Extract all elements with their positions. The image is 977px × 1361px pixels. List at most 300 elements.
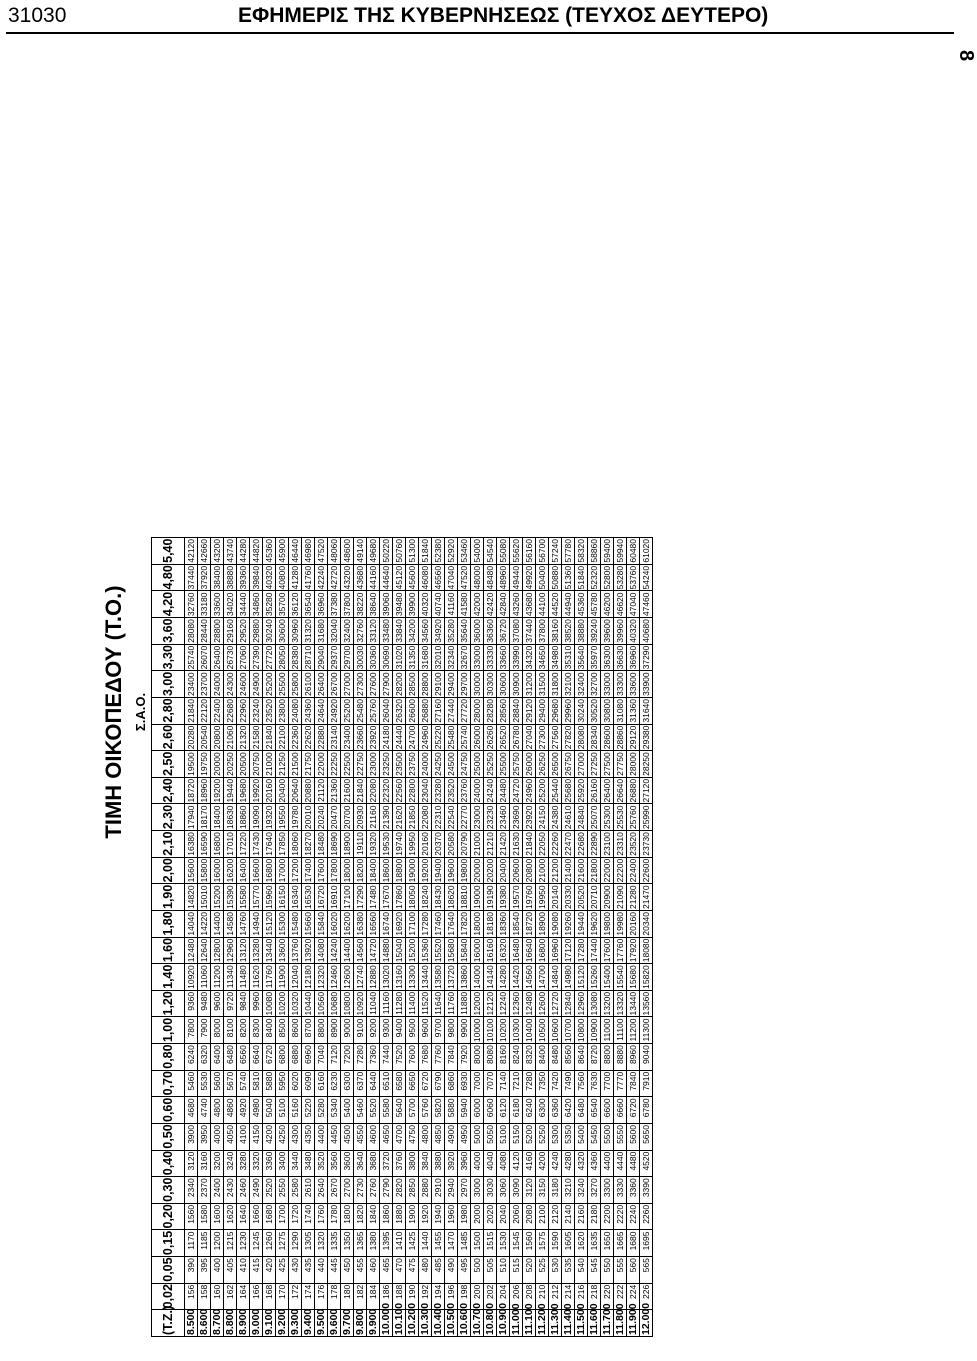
table-cell: 30690 [381, 645, 391, 670]
table-cell: 17100 [407, 911, 417, 936]
table-cell: 17820 [459, 911, 469, 936]
table-cell: 18720 [524, 911, 534, 936]
table-cell: 210 [536, 1283, 549, 1310]
table-cell: 1215 [224, 1230, 237, 1257]
table-cell: 20600 [511, 858, 521, 883]
table-cell: 37800 [342, 592, 352, 617]
table-cell: 6090 [302, 1070, 315, 1097]
table-cell: 27300 [355, 672, 365, 696]
row-zone-value: 11.900 [627, 1303, 639, 1335]
table-cell: 19320 [264, 805, 274, 830]
table-cell: 168 [263, 1283, 276, 1310]
table-row [341, 538, 354, 1337]
table-cell: 21360 [329, 778, 339, 803]
table-row [380, 538, 393, 1337]
table-cell: 9500 [406, 1017, 419, 1044]
table-cell: 28200 [394, 672, 404, 696]
table-cell: 16480 [511, 938, 521, 963]
table-cell: 19740 [394, 832, 404, 856]
table-cell: 11880 [458, 990, 471, 1017]
table-cell: 2200 [601, 1203, 614, 1230]
table-cell: 43200 [212, 539, 222, 563]
table-cell: 52380 [433, 539, 443, 563]
table-cell: 32760 [186, 592, 196, 617]
table-cell: 19440 [576, 911, 586, 936]
table-cell: 1470 [445, 1230, 458, 1257]
table-cell: 19950 [407, 832, 417, 856]
table-cell: 14820 [186, 885, 196, 909]
table-cell: 53460 [459, 539, 469, 563]
table-cell: 1840 [367, 1203, 380, 1230]
table-cell: 4280 [562, 1150, 575, 1177]
table-cell: 48600 [342, 539, 352, 563]
table-cell: 55620 [511, 539, 521, 563]
table-cell: 30520 [589, 698, 599, 723]
table-cell: 15040 [394, 938, 404, 963]
table-cell: 43740 [225, 539, 235, 563]
table-cell: 4480 [627, 1150, 640, 1177]
row-zone-value: 10.000 [380, 1302, 392, 1335]
table-cell: 10440 [303, 991, 313, 1016]
table-cell: 33840 [394, 619, 404, 643]
table-cell: 425 [276, 1257, 289, 1284]
table-cell: 20800 [524, 858, 534, 883]
table-cell: 21120 [315, 777, 328, 804]
table-cell: 44820 [251, 539, 261, 563]
table-cell: 19800 [459, 858, 469, 883]
table-cell: 16590 [199, 832, 209, 856]
table-cell: 7360 [367, 1044, 380, 1071]
table-cell: 21600 [576, 858, 586, 883]
table-cell: 23500 [394, 752, 404, 776]
table-cell: 23000 [368, 752, 378, 776]
table-cell: 16800 [537, 938, 547, 963]
table-cell: 7210 [510, 1070, 523, 1097]
table-cell: 57240 [550, 539, 560, 563]
table-cell: 23750 [407, 752, 417, 776]
row-zone-value: 10.600 [458, 1302, 470, 1335]
table-cell: 30600 [277, 619, 287, 643]
table-cell: 7840 [445, 1044, 458, 1071]
table-cell: 9400 [393, 1017, 406, 1044]
table-row [627, 538, 640, 1337]
table-cell: 27750 [615, 752, 625, 776]
table-cell: 6780 [640, 1097, 653, 1124]
column-header: 1,80 [152, 911, 185, 938]
table-cell: 20700 [342, 805, 352, 830]
table-cell: 8500 [276, 1017, 289, 1044]
table-cell: 34980 [550, 645, 560, 670]
table-cell: 9800 [445, 1017, 458, 1044]
table-cell: 470 [393, 1257, 406, 1284]
table-cell: 26880 [628, 778, 638, 803]
row-zone-value: 10.800 [484, 1302, 496, 1335]
table-cell: 17640 [446, 911, 456, 936]
table-cell: 30360 [368, 645, 378, 670]
table-cell: 2240 [627, 1203, 640, 1230]
table-cell: 6960 [302, 1044, 315, 1071]
column-header: 2,10 [152, 831, 185, 858]
table-cell: 19530 [381, 832, 391, 856]
table-cell: 60480 [628, 539, 638, 563]
table-cell: 33000 [472, 645, 482, 670]
table-cell: 24500 [446, 752, 456, 776]
table-cell: 35970 [589, 645, 599, 670]
table-cell: 6720 [263, 1044, 276, 1071]
row-zone-value: 11.200 [536, 1303, 548, 1335]
row-zone-value: 9.200 [276, 1308, 288, 1335]
table-cell: 7070 [484, 1070, 497, 1097]
table-cell: 8700 [302, 1017, 315, 1044]
table-cell: 43200 [342, 565, 352, 590]
table-cell: 14220 [199, 911, 209, 936]
table-cell: 2910 [432, 1177, 445, 1204]
row-zone-value: 10.500 [445, 1302, 457, 1335]
table-cell: 59940 [615, 539, 625, 563]
table-cell: 22600 [641, 858, 651, 883]
table-cell: 184 [367, 1283, 380, 1310]
table-cell: 4520 [640, 1150, 653, 1177]
table-cell: 220 [601, 1283, 614, 1310]
table-cell: 17600 [316, 858, 326, 883]
table-cell: 8000 [211, 1017, 224, 1044]
table-cell: 22620 [303, 725, 313, 750]
table-cell: 35700 [277, 592, 287, 617]
table-cell: 2760 [367, 1177, 380, 1204]
table-cell: 7520 [393, 1044, 406, 1071]
row-zone-value: 10.100 [393, 1302, 405, 1335]
table-cell: 2060 [510, 1203, 523, 1230]
table-cell: 52920 [446, 539, 456, 563]
table-cell: 22680 [576, 832, 586, 856]
table-cell: 13760 [290, 938, 300, 963]
table-cell: 2820 [393, 1177, 406, 1204]
table-cell: 20750 [251, 752, 261, 776]
table-cell: 12120 [485, 991, 495, 1016]
table-cell: 530 [549, 1257, 562, 1284]
table-cell: 20160 [628, 911, 638, 936]
table-cell: 465 [380, 1257, 393, 1284]
table-cell: 22100 [277, 725, 287, 750]
table-cell: 20240 [316, 805, 326, 830]
table-cell: 46560 [433, 565, 443, 590]
table-cell: 47520 [459, 565, 469, 590]
table-cell: 9600 [211, 990, 224, 1017]
table-cell: 1700 [276, 1203, 289, 1230]
table-row [458, 538, 471, 1337]
table-cell: 27160 [433, 698, 443, 723]
table-cell: 40800 [277, 565, 287, 590]
table-cell: 520 [523, 1257, 536, 1284]
table-cell: 505 [484, 1257, 497, 1284]
table-cell: 4000 [471, 1150, 484, 1177]
table-cell: 4800 [419, 1124, 432, 1151]
table-cell: 2640 [315, 1177, 328, 1204]
table-cell: 15520 [433, 938, 443, 963]
column-header: 2,30 [152, 804, 185, 831]
table-cell: 1860 [380, 1203, 393, 1230]
table-cell: 1665 [614, 1230, 627, 1257]
table-cell: 28000 [472, 698, 482, 723]
table-cell: 10900 [589, 1018, 599, 1043]
table-cell: 535 [562, 1257, 575, 1284]
table-cell: 1940 [432, 1203, 445, 1230]
table-cell: 11160 [380, 990, 393, 1017]
table-cell: 3360 [627, 1177, 640, 1204]
table-cell: 31200 [524, 672, 534, 696]
table-cell: 214 [562, 1283, 575, 1310]
table-cell: 15120 [264, 911, 274, 936]
table-cell: 34200 [407, 619, 417, 643]
table-cell: 36540 [303, 592, 313, 617]
table-cell: 3240 [224, 1150, 237, 1177]
table-cell: 23730 [641, 832, 651, 856]
table-cell: 41760 [303, 565, 313, 590]
table-cell: 22250 [329, 752, 339, 776]
table-cell: 2940 [445, 1177, 458, 1204]
table-cell: 5550 [614, 1124, 627, 1151]
table-cell: 47040 [446, 565, 456, 590]
table-cell: 22360 [290, 725, 300, 750]
table-cell: 2000 [471, 1203, 484, 1230]
table-cell: 160 [211, 1283, 224, 1310]
column-header: 0,40 [152, 1150, 185, 1177]
table-cell: 27720 [459, 698, 469, 723]
table-cell: 1800 [341, 1203, 354, 1230]
table-cell: 445 [328, 1257, 341, 1284]
table-cell: 19980 [615, 911, 625, 936]
table-cell: 14140 [485, 965, 495, 989]
table-row [393, 538, 406, 1337]
table-cell: 20400 [277, 778, 287, 803]
table-cell: 2670 [328, 1177, 341, 1204]
table-cell: 36720 [498, 619, 508, 643]
table-cell: 156 [185, 1283, 198, 1310]
table-cell: 420 [263, 1257, 276, 1284]
table-cell: 1660 [250, 1203, 263, 1230]
table-cell: 24900 [251, 672, 261, 696]
table-cell: 45360 [264, 539, 274, 563]
table-cell: 34440 [238, 592, 248, 617]
table-cell: 17940 [186, 805, 196, 830]
table-subtitle: Σ.Α.Ο. [133, 692, 148, 732]
table-cell: 30240 [576, 698, 586, 723]
table-cell: 8800 [601, 1044, 614, 1071]
table-cell: 21500 [290, 752, 300, 776]
table-cell: 4550 [354, 1124, 367, 1151]
table-cell: 172 [289, 1283, 302, 1310]
table-cell: 1485 [458, 1230, 471, 1257]
table-row [185, 538, 198, 1337]
table-cell: 16160 [485, 938, 495, 963]
table-cell: 26880 [420, 698, 430, 723]
table-cell: 13720 [446, 965, 456, 989]
column-header: 3,00 [152, 671, 185, 698]
table-cell: 35280 [264, 592, 274, 617]
table-cell: 13200 [602, 991, 612, 1016]
table-cell: 3480 [302, 1150, 315, 1177]
table-row [315, 538, 328, 1337]
table-cell: 5300 [549, 1124, 562, 1151]
table-cell: 30240 [264, 619, 274, 643]
table-cell: 2400 [211, 1177, 224, 1204]
table-cell: 33300 [615, 672, 625, 696]
table-cell: 32670 [459, 645, 469, 670]
table-cell: 28080 [576, 725, 586, 750]
table-cell: 6240 [185, 1044, 198, 1071]
table-cell: 12600 [342, 965, 352, 989]
table-cell: 25070 [589, 805, 599, 830]
table-cell: 3090 [510, 1177, 523, 1204]
table-cell: 2550 [276, 1177, 289, 1204]
table-cell: 38640 [368, 592, 378, 617]
table-cell: 22750 [355, 752, 365, 776]
table-cell: 21400 [563, 858, 573, 883]
table-cell: 46980 [303, 539, 313, 563]
table-cell: 8240 [510, 1044, 523, 1071]
table-cell: 5000 [471, 1124, 484, 1151]
table-cell: 24920 [329, 698, 339, 723]
table-cell: 1365 [354, 1230, 367, 1257]
table-cell: 2140 [562, 1203, 575, 1230]
table-cell: 11340 [224, 964, 237, 991]
table-cell: 1335 [328, 1230, 341, 1257]
table-cell: 21000 [472, 832, 482, 856]
table-cell: 18050 [407, 885, 417, 909]
table-cell: 23400 [186, 672, 196, 696]
table-cell: 5670 [224, 1070, 237, 1097]
table-cell: 2020 [484, 1203, 497, 1230]
table-cell: 23520 [264, 698, 274, 723]
row-zone-value: 10.300 [419, 1302, 431, 1335]
table-cell: 19080 [550, 911, 560, 936]
table-cell: 4120 [510, 1150, 523, 1177]
table-cell: 216 [575, 1283, 588, 1310]
table-cell: 18810 [459, 885, 469, 909]
table-cell: 11280 [393, 990, 406, 1017]
table-cell: 27040 [524, 725, 534, 750]
table-cell: 6180 [510, 1097, 523, 1124]
table-cell: 31800 [550, 672, 560, 696]
table-cell: 12040 [290, 965, 300, 989]
table-cell: 23520 [628, 832, 638, 856]
table-cell: 16560 [368, 911, 378, 936]
column-header: 2,40 [152, 777, 185, 804]
table-cell: 12240 [498, 991, 508, 1016]
table-cell: 1260 [263, 1230, 276, 1257]
table-cell: 1185 [198, 1230, 211, 1257]
table-cell: 16020 [329, 911, 339, 936]
table-cell: 7420 [549, 1070, 562, 1097]
table-cell: 20500 [238, 752, 248, 776]
table-cell: 38160 [550, 619, 560, 643]
table-cell: 9300 [380, 1017, 393, 1044]
column-header: 0,80 [152, 1044, 185, 1071]
table-cell: 36000 [472, 619, 482, 643]
table-cell: 46080 [420, 565, 430, 590]
table-row [198, 538, 211, 1337]
table-cell: 42240 [316, 565, 326, 590]
table-cell: 21840 [524, 832, 534, 856]
table-cell: 35280 [446, 619, 456, 643]
table-cell: 22050 [537, 832, 547, 856]
table-cell: 11040 [367, 990, 380, 1017]
table-cell: 18540 [511, 911, 521, 936]
table-cell: 25990 [641, 805, 651, 830]
table-cell: 30300 [485, 672, 495, 696]
table-cell: 20160 [420, 832, 430, 856]
table-cell: 24700 [407, 725, 417, 750]
table-cell: 16800 [264, 858, 274, 883]
table-cell: 26000 [524, 752, 534, 776]
table-cell: 22200 [615, 858, 625, 883]
table-cell: 24480 [498, 778, 508, 803]
row-zone-value: 10.200 [406, 1302, 418, 1335]
table-cell: 17280 [576, 938, 586, 963]
table-cell: 42660 [199, 539, 209, 563]
table-cell: 17600 [602, 938, 612, 963]
table-cell: 51840 [420, 539, 430, 563]
table-cell: 20250 [225, 752, 235, 776]
table-cell: 6440 [367, 1070, 380, 1097]
table-cell: 26040 [381, 698, 391, 723]
table-cell: 3000 [471, 1177, 484, 1204]
table-cell: 37440 [524, 619, 534, 643]
table-cell: 7560 [575, 1070, 588, 1097]
table-cell: 5050 [484, 1124, 497, 1151]
table-cell: 24750 [459, 752, 469, 776]
table-cell: 22890 [589, 832, 599, 856]
table-cell: 31320 [303, 619, 313, 643]
column-header: 1,40 [152, 964, 185, 991]
table-cell: 24840 [576, 805, 586, 830]
column-header: 0,70 [152, 1070, 185, 1097]
table-cell: 41280 [290, 565, 300, 590]
table-cell: 4200 [536, 1150, 549, 1177]
table-cell: 20540 [199, 725, 209, 750]
table-cell: 16800 [212, 832, 222, 856]
table-cell: 2700 [341, 1177, 354, 1204]
table-cell: 14400 [342, 938, 352, 963]
table-cell: 10400 [524, 1018, 534, 1043]
table-cell: 19500 [186, 752, 196, 776]
table-cell: 17760 [615, 938, 625, 963]
table-cell: 23230 [485, 805, 495, 830]
table-cell: 28600 [602, 725, 612, 750]
table-cell: 1560 [523, 1230, 536, 1257]
table-cell: 52320 [589, 565, 599, 590]
table-cell: 4050 [224, 1124, 237, 1151]
table-cell: 6860 [445, 1070, 458, 1097]
table-cell: 20200 [485, 858, 495, 883]
table-cell: 17850 [277, 832, 287, 856]
table-cell: 5640 [393, 1097, 406, 1124]
table-cell: 5650 [640, 1124, 653, 1151]
table-cell: 20160 [264, 778, 274, 803]
table-cell: 16960 [550, 938, 560, 963]
table-cell: 5040 [263, 1097, 276, 1124]
table-cell: 6510 [380, 1070, 393, 1097]
table-cell: 515 [510, 1257, 523, 1284]
table-cell: 5520 [367, 1097, 380, 1124]
table-cell: 3390 [640, 1177, 653, 1204]
table-cell: 1880 [393, 1203, 406, 1230]
table-cell: 25680 [563, 778, 573, 803]
table-cell: 31360 [628, 698, 638, 723]
table-cell: 400 [211, 1257, 224, 1284]
table-cell: 5100 [497, 1124, 510, 1151]
table-cell: 170 [276, 1283, 289, 1310]
